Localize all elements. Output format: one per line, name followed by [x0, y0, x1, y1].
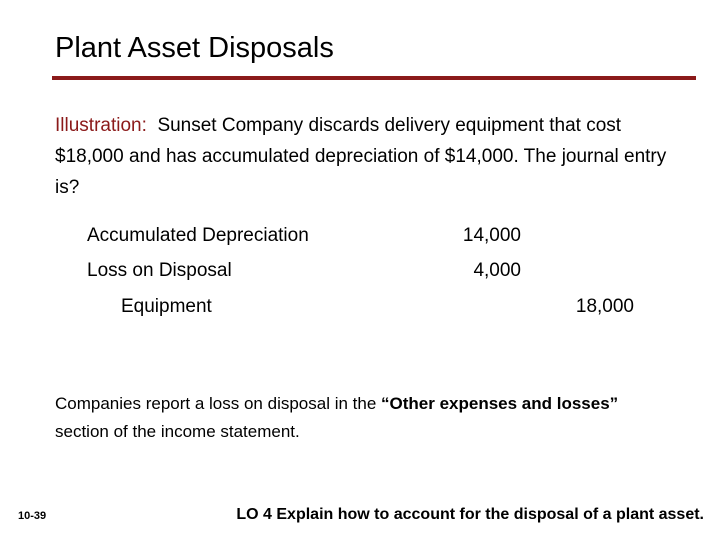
je-account: Equipment: [121, 296, 212, 317]
title-rule: [52, 76, 696, 80]
learning-objective: LO 4 Explain how to account for the disposal of a plant asset.: [236, 506, 704, 523]
note-text-after: section of the income statement.: [55, 422, 300, 441]
slide-number: 10-39: [18, 510, 47, 522]
note-text-before: Companies report a loss on disposal in the: [55, 394, 382, 413]
illustration-label: Illustration:: [55, 115, 147, 136]
je-account: Loss on Disposal: [87, 260, 232, 281]
je-credit: 18,000: [575, 296, 634, 317]
illustration-text: Sunset Company discards delivery equipment that cost $18,000 and has accumulated depreciation of $14,000. The journal entry is?: [55, 115, 667, 198]
note-bold-text: “Other expenses and losses”: [381, 394, 619, 413]
note-paragraph: [55, 390, 665, 446]
je-account: Accumulated Depreciation: [87, 225, 309, 246]
illustration-paragraph: [55, 110, 675, 203]
slide-title: Plant Asset Disposals: [55, 32, 334, 64]
je-debit: 4,000: [473, 260, 521, 281]
je-debit: 14,000: [462, 225, 521, 246]
